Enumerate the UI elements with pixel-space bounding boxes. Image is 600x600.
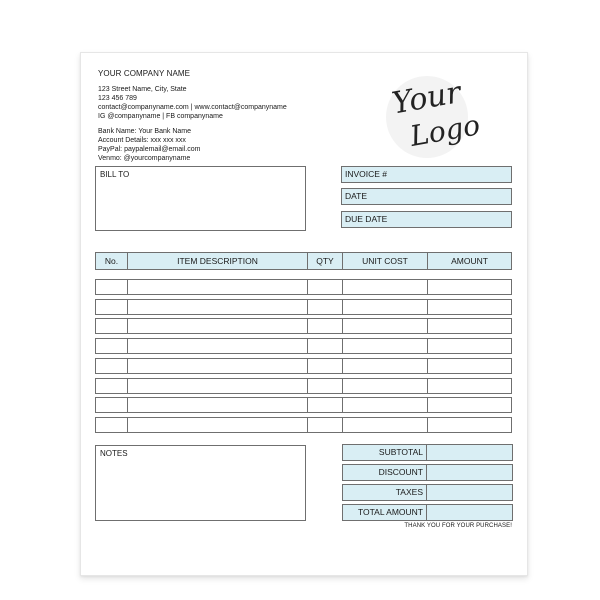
total-amount-label: TOTAL AMOUNT: [343, 505, 427, 520]
cell-no[interactable]: [96, 359, 128, 373]
subtotal-label: SUBTOTAL: [343, 445, 427, 460]
invoice-number-field[interactable]: INVOICE #: [341, 166, 512, 183]
total-amount-row: [342, 504, 513, 521]
cell-unit-cost[interactable]: [343, 398, 428, 412]
account-details: Account Details: xxx xxx xxx: [98, 137, 186, 144]
logo-line1: Your: [389, 75, 464, 122]
cell-unit-cost[interactable]: [343, 319, 428, 333]
cell-unit-cost[interactable]: [343, 300, 428, 314]
taxes-value[interactable]: [427, 485, 512, 500]
taxes-row: [342, 484, 513, 501]
header-unit-cost: UNIT COST: [343, 253, 428, 269]
table-row[interactable]: [95, 358, 512, 374]
cell-unit-cost[interactable]: [343, 379, 428, 393]
bank-name: Bank Name: Your Bank Name: [98, 128, 191, 135]
cell-amount[interactable]: [428, 319, 511, 333]
cell-amount[interactable]: [428, 339, 511, 353]
table-row[interactable]: [95, 279, 512, 295]
cell-amount[interactable]: [428, 300, 511, 314]
due-date-field[interactable]: DUE DATE: [341, 211, 512, 228]
date-field[interactable]: DATE: [341, 188, 512, 205]
cell-amount[interactable]: [428, 418, 511, 432]
subtotal-row: [342, 444, 513, 461]
notes-box[interactable]: [95, 445, 306, 521]
cell-unit-cost[interactable]: [343, 359, 428, 373]
cell-no[interactable]: [96, 398, 128, 412]
cell-amount[interactable]: [428, 398, 511, 412]
header-qty: QTY: [308, 253, 343, 269]
header-description: ITEM DESCRIPTION: [128, 253, 308, 269]
cell-qty[interactable]: [308, 379, 343, 393]
cell-description[interactable]: [128, 280, 308, 294]
cell-qty[interactable]: [308, 339, 343, 353]
table-row[interactable]: [95, 299, 512, 315]
cell-description[interactable]: [128, 359, 308, 373]
cell-qty[interactable]: [308, 418, 343, 432]
taxes-label: TAXES: [343, 485, 427, 500]
notes-label: NOTES: [100, 449, 128, 458]
cell-description[interactable]: [128, 418, 308, 432]
bill-to-label: BILL TO: [100, 170, 130, 179]
company-info: [98, 69, 287, 163]
items-table-header: [95, 252, 512, 270]
cell-amount[interactable]: [428, 379, 511, 393]
cell-amount[interactable]: [428, 359, 511, 373]
thank-you-message: THANK YOU FOR YOUR PURCHASE!: [404, 523, 512, 529]
company-address: 123 Street Name, City, State: [98, 86, 187, 93]
company-email-web: contact@companyname.com | www.contact@companyname: [98, 104, 287, 111]
discount-value[interactable]: [427, 465, 512, 480]
table-row[interactable]: [95, 318, 512, 334]
cell-description[interactable]: [128, 398, 308, 412]
cell-no[interactable]: [96, 300, 128, 314]
cell-unit-cost[interactable]: [343, 418, 428, 432]
cell-unit-cost[interactable]: [343, 339, 428, 353]
table-row[interactable]: [95, 397, 512, 413]
logo-placeholder-icon: [386, 75, 483, 158]
cell-description[interactable]: [128, 379, 308, 393]
venmo: Venmo: @yourcompanyname: [98, 155, 191, 162]
cell-no[interactable]: [96, 280, 128, 294]
table-row[interactable]: [95, 378, 512, 394]
cell-description[interactable]: [128, 319, 308, 333]
paypal: PayPal: paypalemail@email.com: [98, 146, 201, 153]
logo-script: [374, 70, 483, 160]
bill-to-box[interactable]: [95, 166, 306, 231]
cell-amount[interactable]: [428, 280, 511, 294]
table-row[interactable]: [95, 338, 512, 354]
subtotal-value[interactable]: [427, 445, 512, 460]
total-amount-value[interactable]: [427, 505, 512, 520]
cell-no[interactable]: [96, 418, 128, 432]
discount-row: [342, 464, 513, 481]
company-name: YOUR COMPANY NAME: [98, 69, 191, 78]
cell-no[interactable]: [96, 379, 128, 393]
discount-label: DISCOUNT: [343, 465, 427, 480]
cell-description[interactable]: [128, 339, 308, 353]
logo-line2: Logo: [407, 108, 483, 153]
cell-unit-cost[interactable]: [343, 280, 428, 294]
cell-qty[interactable]: [308, 280, 343, 294]
cell-no[interactable]: [96, 339, 128, 353]
cell-qty[interactable]: [308, 398, 343, 412]
cell-qty[interactable]: [308, 300, 343, 314]
header-no: No.: [96, 253, 128, 269]
cell-no[interactable]: [96, 319, 128, 333]
company-social: IG @companyname | FB companyname: [98, 113, 223, 120]
company-phone: 123 456 789: [98, 95, 137, 102]
cell-qty[interactable]: [308, 319, 343, 333]
header-amount: AMOUNT: [451, 256, 488, 266]
cell-qty[interactable]: [308, 359, 343, 373]
table-row[interactable]: [95, 417, 512, 433]
cell-description[interactable]: [128, 300, 308, 314]
